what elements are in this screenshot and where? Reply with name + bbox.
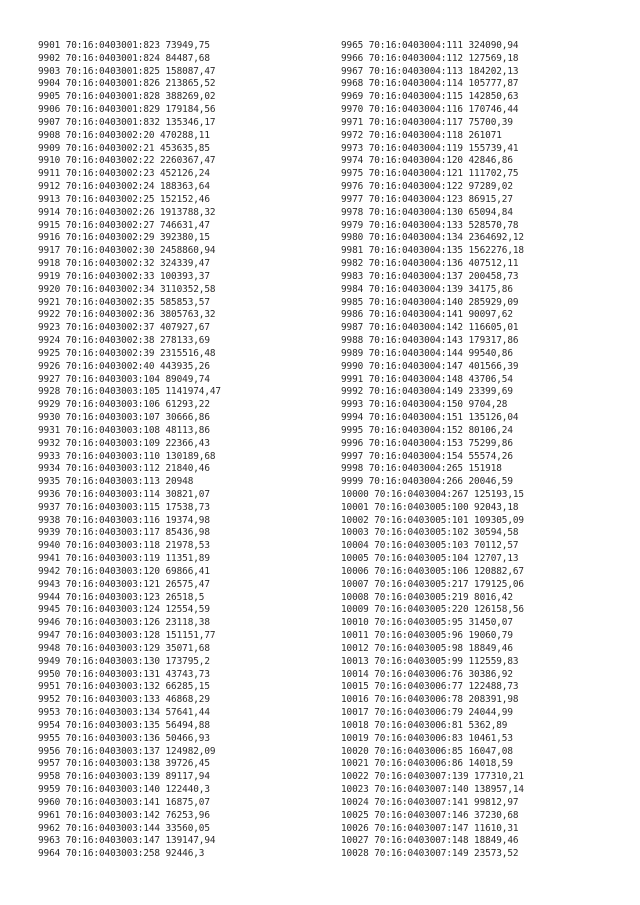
record-line: 9956 70:16:0403003:137 124982,09 xyxy=(38,745,216,757)
record-line: 9999 70:16:0403004:266 20046,59 xyxy=(341,476,513,488)
record-line: 9915 70:16:0403002:27 746631,47 xyxy=(38,219,210,231)
record-line: 9937 70:16:0403003:115 17538,73 xyxy=(38,501,210,513)
record-line: 9975 70:16:0403004:121 111702,75 xyxy=(341,168,519,180)
record-line: 10001 70:16:0403005:100 92043,18 xyxy=(341,501,519,513)
record-line: 9985 70:16:0403004:140 285929,09 xyxy=(341,296,519,308)
record-line: 10019 70:16:0403006:83 10461,53 xyxy=(341,732,513,744)
record-line: 9996 70:16:0403004:153 75299,86 xyxy=(341,437,513,449)
record-line: 9974 70:16:0403004:120 42846,86 xyxy=(341,155,513,167)
record-line: 9903 70:16:0403001:825 158087,47 xyxy=(38,65,216,77)
record-line: 9909 70:16:0403002:21 453635,85 xyxy=(38,142,210,154)
record-line: 9911 70:16:0403002:23 452126,24 xyxy=(38,168,210,180)
record-line: 9930 70:16:0403003:107 30666,86 xyxy=(38,412,210,424)
record-line: 9960 70:16:0403003:141 16875,07 xyxy=(38,796,210,808)
record-line: 10015 70:16:0403006:77 122488,73 xyxy=(341,681,519,693)
record-line: 10012 70:16:0403005:98 18849,46 xyxy=(341,642,513,654)
record-line: 10010 70:16:0403005:95 31450,07 xyxy=(341,617,513,629)
record-line: 9997 70:16:0403004:154 55574,26 xyxy=(341,450,513,462)
record-line: 9967 70:16:0403004:113 184202,13 xyxy=(341,65,519,77)
record-line: 9995 70:16:0403004:152 80106,24 xyxy=(341,424,513,436)
record-line: 9939 70:16:0403003:117 85436,98 xyxy=(38,527,210,539)
record-line: 9919 70:16:0403002:33 100393,37 xyxy=(38,270,210,282)
record-line: 9933 70:16:0403003:110 130189,68 xyxy=(38,450,216,462)
record-line: 9935 70:16:0403003:113 20948 xyxy=(38,476,194,488)
record-line: 9981 70:16:0403004:135 1562276,18 xyxy=(341,245,524,257)
record-line: 10005 70:16:0403005:104 12707,13 xyxy=(341,553,519,565)
record-line: 9961 70:16:0403003:142 76253,96 xyxy=(38,809,210,821)
record-line: 9945 70:16:0403003:124 12554,59 xyxy=(38,604,210,616)
record-line: 10002 70:16:0403005:101 109305,09 xyxy=(341,514,524,526)
record-line: 9982 70:16:0403004:136 407512,11 xyxy=(341,258,519,270)
record-line: 10020 70:16:0403006:85 16047,08 xyxy=(341,745,513,757)
record-line: 9953 70:16:0403003:134 57641,44 xyxy=(38,707,210,719)
record-line: 9952 70:16:0403003:133 46868,29 xyxy=(38,694,210,706)
record-line: 9988 70:16:0403004:143 179317,86 xyxy=(341,335,519,347)
record-line: 10007 70:16:0403005:217 179125,06 xyxy=(341,578,524,590)
record-line: 9908 70:16:0403002:20 470288,11 xyxy=(38,129,210,141)
right-column-list xyxy=(341,40,524,861)
record-line: 9951 70:16:0403003:132 66285,15 xyxy=(38,681,210,693)
record-line: 9907 70:16:0403001:832 135346,17 xyxy=(38,116,216,128)
record-line: 10026 70:16:0403007:147 11610,31 xyxy=(341,822,519,834)
record-line: 9918 70:16:0403002:32 324339,47 xyxy=(38,258,210,270)
record-line: 10017 70:16:0403006:79 24044,99 xyxy=(341,707,513,719)
record-line: 9910 70:16:0403002:22 2260367,47 xyxy=(38,155,216,167)
record-line: 10018 70:16:0403006:81 5362,89 xyxy=(341,719,508,731)
record-line: 9913 70:16:0403002:25 152152,46 xyxy=(38,193,210,205)
left-column-list xyxy=(38,40,221,861)
record-line: 10013 70:16:0403005:99 112559,83 xyxy=(341,655,519,667)
record-line: 9926 70:16:0403002:40 443935,26 xyxy=(38,360,210,372)
record-line: 9958 70:16:0403003:139 89117,94 xyxy=(38,771,210,783)
record-line: 9949 70:16:0403003:130 173795,2 xyxy=(38,655,210,667)
record-line: 9977 70:16:0403004:123 86915,27 xyxy=(341,193,513,205)
record-line: 9973 70:16:0403004:119 155739,41 xyxy=(341,142,519,154)
record-line: 9959 70:16:0403003:140 122440,3 xyxy=(38,784,210,796)
record-line: 9923 70:16:0403002:37 407927,67 xyxy=(38,322,210,334)
record-line: 10011 70:16:0403005:96 19060,79 xyxy=(341,630,513,642)
record-line: 9914 70:16:0403002:26 1913788,32 xyxy=(38,206,216,218)
record-line: 10006 70:16:0403005:106 120882,67 xyxy=(341,565,524,577)
record-line: 9902 70:16:0403001:824 84487,68 xyxy=(38,52,210,64)
record-line: 9978 70:16:0403004:130 65094,84 xyxy=(341,206,513,218)
record-line: 9906 70:16:0403001:829 179184,56 xyxy=(38,104,216,116)
record-line: 9934 70:16:0403003:112 21840,46 xyxy=(38,463,210,475)
record-line: 9986 70:16:0403004:141 90097,62 xyxy=(341,309,513,321)
record-line: 9901 70:16:0403001:823 73949,75 xyxy=(38,40,210,51)
record-line: 9940 70:16:0403003:118 21978,53 xyxy=(38,540,210,552)
record-line: 9987 70:16:0403004:142 116605,01 xyxy=(341,322,519,334)
record-line: 9957 70:16:0403003:138 39726,45 xyxy=(38,758,210,770)
record-line: 9962 70:16:0403003:144 33560,05 xyxy=(38,822,210,834)
record-line: 9950 70:16:0403003:131 43743,73 xyxy=(38,668,210,680)
record-line: 10025 70:16:0403007:146 37230,68 xyxy=(341,809,519,821)
record-line: 10024 70:16:0403007:141 99812,97 xyxy=(341,796,519,808)
record-line: 9928 70:16:0403003:105 1141974,47 xyxy=(38,386,221,398)
record-line: 9925 70:16:0403002:39 2315516,48 xyxy=(38,347,216,359)
record-line: 9938 70:16:0403003:116 19374,98 xyxy=(38,514,210,526)
record-line: 10023 70:16:0403007:140 138957,14 xyxy=(341,784,524,796)
record-line: 10003 70:16:0403005:102 30594,58 xyxy=(341,527,519,539)
record-line: 9964 70:16:0403003:258 92446,3 xyxy=(38,848,205,860)
record-line: 9976 70:16:0403004:122 97289,02 xyxy=(341,181,513,193)
record-line: 10027 70:16:0403007:148 18849,46 xyxy=(341,835,519,847)
record-line: 9968 70:16:0403004:114 105777,87 xyxy=(341,78,519,90)
record-line: 9993 70:16:0403004:150 9704,28 xyxy=(341,399,508,411)
record-line: 9947 70:16:0403003:128 151151,77 xyxy=(38,630,216,642)
record-line: 9936 70:16:0403003:114 30821,07 xyxy=(38,488,210,500)
record-line: 9980 70:16:0403004:134 2364692,12 xyxy=(341,232,524,244)
record-line: 9917 70:16:0403002:30 2458860,94 xyxy=(38,245,216,257)
record-line: 9921 70:16:0403002:35 585853,57 xyxy=(38,296,210,308)
record-line: 9931 70:16:0403003:108 48113,86 xyxy=(38,424,210,436)
record-line: 9965 70:16:0403004:111 324090,94 xyxy=(341,40,519,51)
record-line: 9927 70:16:0403003:104 89049,74 xyxy=(38,373,210,385)
record-line: 9932 70:16:0403003:109 22366,43 xyxy=(38,437,210,449)
record-line: 9979 70:16:0403004:133 528570,78 xyxy=(341,219,519,231)
record-line: 9943 70:16:0403003:121 26575,47 xyxy=(38,578,210,590)
record-line: 9948 70:16:0403003:129 35071,68 xyxy=(38,642,210,654)
record-line: 9966 70:16:0403004:112 127569,18 xyxy=(341,52,519,64)
record-line: 10004 70:16:0403005:103 70112,57 xyxy=(341,540,519,552)
record-line: 9920 70:16:0403002:34 3110352,58 xyxy=(38,283,216,295)
record-line: 9991 70:16:0403004:148 43706,54 xyxy=(341,373,513,385)
record-line: 9942 70:16:0403003:120 69866,41 xyxy=(38,565,210,577)
record-line: 9972 70:16:0403004:118 261071 xyxy=(341,129,502,141)
record-line: 9970 70:16:0403004:116 170746,44 xyxy=(341,104,519,116)
record-line: 9969 70:16:0403004:115 142850,63 xyxy=(341,91,519,103)
record-line: 10009 70:16:0403005:220 126158,56 xyxy=(341,604,524,616)
record-line: 9922 70:16:0403002:36 3805763,32 xyxy=(38,309,216,321)
record-line: 9916 70:16:0403002:29 392380,15 xyxy=(38,232,210,244)
record-line: 9971 70:16:0403004:117 75700,39 xyxy=(341,116,513,128)
record-line: 9924 70:16:0403002:38 278133,69 xyxy=(38,335,210,347)
record-line: 10016 70:16:0403006:78 208391,98 xyxy=(341,694,519,706)
record-line: 10021 70:16:0403006:86 14018,59 xyxy=(341,758,513,770)
record-line: 9989 70:16:0403004:144 99540,86 xyxy=(341,347,513,359)
record-line: 9941 70:16:0403003:119 11351,89 xyxy=(38,553,210,565)
record-line: 9983 70:16:0403004:137 200458,73 xyxy=(341,270,519,282)
record-line: 9904 70:16:0403001:826 213865,52 xyxy=(38,78,216,90)
record-line: 9954 70:16:0403003:135 56494,88 xyxy=(38,719,210,731)
record-line: 10014 70:16:0403006:76 30386,92 xyxy=(341,668,513,680)
record-line: 10000 70:16:0403004:267 125193,15 xyxy=(341,488,524,500)
record-line: 9905 70:16:0403001:828 388269,02 xyxy=(38,91,216,103)
record-line: 10008 70:16:0403005:219 8016,42 xyxy=(341,591,513,603)
record-line: 9992 70:16:0403004:149 23399,69 xyxy=(341,386,513,398)
record-line: 9963 70:16:0403003:147 139147,94 xyxy=(38,835,216,847)
record-line: 9944 70:16:0403003:123 26518,5 xyxy=(38,591,205,603)
record-line: 9990 70:16:0403004:147 401566,39 xyxy=(341,360,519,372)
record-line: 9912 70:16:0403002:24 188363,64 xyxy=(38,181,210,193)
record-line: 9955 70:16:0403003:136 50466,93 xyxy=(38,732,210,744)
record-line: 9984 70:16:0403004:139 34175,86 xyxy=(341,283,513,295)
record-line: 9994 70:16:0403004:151 135126,04 xyxy=(341,412,519,424)
record-line: 10028 70:16:0403007:149 23573,52 xyxy=(341,848,519,860)
record-line: 10022 70:16:0403007:139 177310,21 xyxy=(341,771,524,783)
record-line: 9946 70:16:0403003:126 23118,38 xyxy=(38,617,210,629)
record-line: 9998 70:16:0403004:265 151918 xyxy=(341,463,502,475)
record-line: 9929 70:16:0403003:106 61293,22 xyxy=(38,399,210,411)
